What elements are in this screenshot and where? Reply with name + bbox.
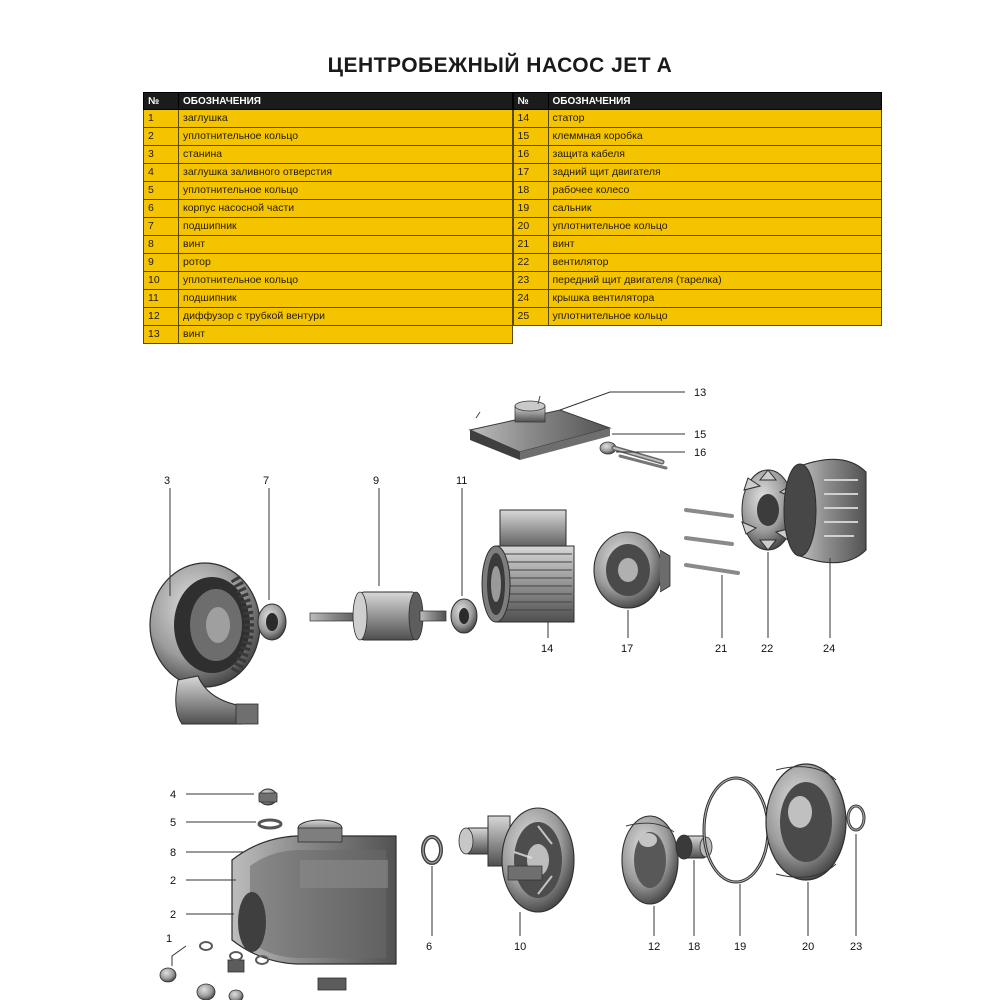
- table-row: [513, 128, 882, 146]
- part-plug-4-top: [259, 789, 277, 805]
- part-oring-10: [423, 837, 441, 863]
- callout-3: 3: [164, 475, 171, 487]
- legend-num: 1: [144, 110, 179, 128]
- legend-num: 10: [144, 272, 179, 290]
- table-row: [513, 164, 882, 182]
- exploded-assembly-diagram: [0, 360, 1000, 1000]
- assembly-illustration: [0, 360, 1000, 1000]
- part-screws-21: [686, 510, 738, 573]
- legend-num-empty: [513, 326, 548, 344]
- legend-name: уплотнительное кольцо: [548, 218, 882, 236]
- legend-name: уплотнительное кольцо: [179, 272, 513, 290]
- legend-name: уплотнительное кольцо: [179, 182, 513, 200]
- legend-name: передний щит двигателя (тарелка): [548, 272, 882, 290]
- callout-25: 23: [850, 941, 863, 953]
- legend-name: заглушка: [179, 110, 513, 128]
- callout-12: 10: [514, 941, 527, 953]
- legend-num: 13: [144, 326, 179, 344]
- part-oring-25: [848, 806, 864, 830]
- callout-7: 7: [263, 475, 270, 487]
- callout-8: 8: [170, 847, 177, 859]
- legend-num: 16: [513, 146, 548, 164]
- callout-5: 5: [170, 817, 177, 829]
- table-row: [144, 218, 513, 236]
- part-fan-cover-24: [784, 459, 866, 562]
- callout-22: 22: [761, 643, 774, 655]
- legend-num: 21: [513, 236, 548, 254]
- callout-10: 6: [426, 941, 433, 953]
- table-row: [513, 146, 882, 164]
- callout-14: 14: [541, 643, 554, 655]
- legend-name: рабочее колесо: [548, 182, 882, 200]
- part-large-oring-20: [704, 778, 768, 882]
- legend-name-empty: [548, 326, 882, 344]
- callout-21: 21: [715, 643, 728, 655]
- callout-24: 24: [823, 643, 836, 655]
- legend-num: 24: [513, 290, 548, 308]
- legend-num: 3: [144, 146, 179, 164]
- part-stand-3: [150, 563, 260, 724]
- legend-num: 22: [513, 254, 548, 272]
- callout-2-lower: 2: [170, 909, 177, 921]
- part-rear-shield-17: [594, 532, 670, 608]
- legend-name: сальник: [548, 200, 882, 218]
- part-bearing-11: [451, 599, 477, 633]
- legend-name: вентилятор: [548, 254, 882, 272]
- legend-name: задний щит двигателя: [548, 164, 882, 182]
- table-row: [513, 218, 882, 236]
- legend-num: 19: [513, 200, 548, 218]
- callout-15: 15: [694, 429, 707, 441]
- legend-name: ротор: [179, 254, 513, 272]
- part-rotor-9: [310, 592, 446, 640]
- callout-16: 16: [694, 447, 707, 459]
- table-row: [513, 110, 882, 128]
- part-bearing-7: [258, 604, 286, 640]
- part-front-shield-23: [766, 764, 846, 880]
- table-row: [144, 254, 513, 272]
- legend-column-right: [513, 92, 883, 344]
- legend-name: корпус насосной части: [179, 200, 513, 218]
- table-row: [144, 200, 513, 218]
- callout-18: 12: [648, 941, 661, 953]
- legend-name: станина: [179, 146, 513, 164]
- table-row: [144, 236, 513, 254]
- legend-header-row: [513, 93, 882, 110]
- legend-header-name: ОБОЗНАЧЕНИЯ: [548, 93, 882, 110]
- table-row: [144, 326, 513, 344]
- legend-num: 23: [513, 272, 548, 290]
- legend-name: уплотнительное кольцо: [179, 128, 513, 146]
- legend-name: клеммная коробка: [548, 128, 882, 146]
- legend-num: 12: [144, 308, 179, 326]
- table-row: [144, 128, 513, 146]
- callout-1: 1: [166, 933, 173, 945]
- table-row: [144, 110, 513, 128]
- legend-num: 9: [144, 254, 179, 272]
- legend-num: 5: [144, 182, 179, 200]
- legend-header-row: [144, 93, 513, 110]
- legend-header-num: №: [144, 93, 179, 110]
- table-row: [513, 308, 882, 326]
- legend-name: винт: [548, 236, 882, 254]
- legend-num: 14: [513, 110, 548, 128]
- callout-13-top: 13: [694, 387, 707, 399]
- legend-num: 4: [144, 164, 179, 182]
- part-pump-body-6: [228, 820, 396, 990]
- legend-num: 7: [144, 218, 179, 236]
- table-row: [144, 290, 513, 308]
- legend-name: крышка вентилятора: [548, 290, 882, 308]
- table-row: [513, 200, 882, 218]
- callout-9: 9: [373, 475, 380, 487]
- table-row: [144, 308, 513, 326]
- callout-20: 19: [734, 941, 747, 953]
- legend-name: подшипник: [179, 218, 513, 236]
- legend-num: 20: [513, 218, 548, 236]
- table-row: [513, 290, 882, 308]
- legend-name: уплотнительное кольцо: [548, 308, 882, 326]
- callout-2-upper: 2: [170, 875, 177, 887]
- legend-num: 8: [144, 236, 179, 254]
- part-seal-ring-5: [259, 820, 281, 828]
- legend-num: 25: [513, 308, 548, 326]
- legend-num: 15: [513, 128, 548, 146]
- part-impeller-18: [622, 816, 678, 904]
- table-row: [144, 272, 513, 290]
- table-row: [513, 182, 882, 200]
- legend-num: 6: [144, 200, 179, 218]
- callout-17: 17: [621, 643, 634, 655]
- table-row: [513, 236, 882, 254]
- legend-name: подшипник: [179, 290, 513, 308]
- legend-name: заглушка заливного отверстия: [179, 164, 513, 182]
- table-row: [144, 146, 513, 164]
- legend-num: 11: [144, 290, 179, 308]
- table-row: [513, 326, 882, 344]
- parts-legend: [143, 92, 882, 344]
- callout-11: 11: [456, 475, 468, 487]
- table-row: [144, 164, 513, 182]
- legend-header-num: №: [513, 93, 548, 110]
- page-title: ЦЕНТРОБЕЖНЫЙ НАСОС JET A: [327, 54, 673, 77]
- legend-num: 17: [513, 164, 548, 182]
- legend-name: защита кабеля: [548, 146, 882, 164]
- table-row: [513, 254, 882, 272]
- table-row: [144, 182, 513, 200]
- legend-name: диффузор с трубкой вентури: [179, 308, 513, 326]
- callout-23: 20: [802, 941, 815, 953]
- legend-column-left: [143, 92, 513, 344]
- legend-header-name: ОБОЗНАЧЕНИЯ: [179, 93, 513, 110]
- legend-name: винт: [179, 326, 513, 344]
- part-stator-14: [482, 510, 574, 622]
- legend-num: 2: [144, 128, 179, 146]
- part-diffuser-12: [459, 808, 574, 912]
- legend-num: 18: [513, 182, 548, 200]
- callout-4-top: 4: [170, 789, 177, 801]
- legend-name: статор: [548, 110, 882, 128]
- table-row: [513, 272, 882, 290]
- legend-name: винт: [179, 236, 513, 254]
- callout-19: 18: [688, 941, 701, 953]
